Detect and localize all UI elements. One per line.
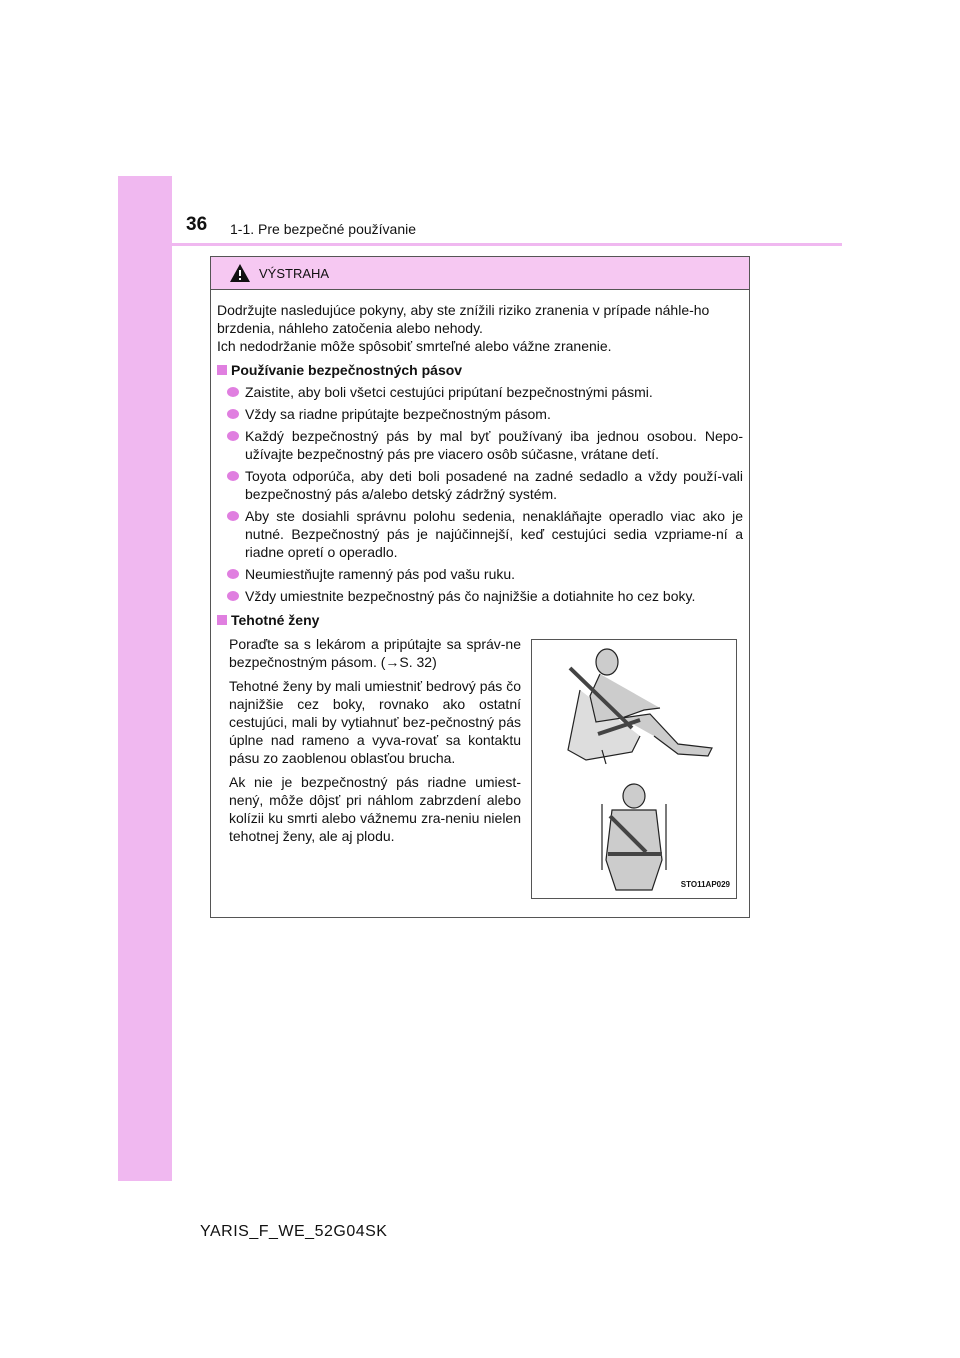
header-rule <box>172 243 842 246</box>
square-bullet-icon <box>217 615 227 625</box>
seatbelt-illustration <box>532 640 736 898</box>
paragraph: Tehotné ženy by mali umiestniť bedrový pás čo najnižšie cez boky, rovnako ako ostatní cestujúci, mali by vytiahnuť bez-pečnostný pás úplne nad rameno a vyva-rovať sa kontaktu pásu zo zaoblenou oblasťou brucha. <box>229 678 521 766</box>
bullet-item <box>217 587 743 605</box>
bullet-item <box>217 405 743 423</box>
figure-code: STO11AP029 <box>680 880 730 889</box>
dot-bullet-icon <box>227 431 239 441</box>
warning-body <box>217 301 743 905</box>
bullet-text: Toyota odporúča, aby deti boli posadené na zadné sedadlo a vždy použí-vali bezpečnostný pás a/alebo detský zádržný systém. <box>245 468 743 502</box>
square-bullet-icon <box>217 365 227 375</box>
dot-bullet-icon <box>227 387 239 397</box>
bullet-text: Každý bezpečnostný pás by mal byť používaný iba jednou osobou. Nepo-užívajte bezpečnostný pás pre viacero osôb súčasne, vrátane detí. <box>245 428 743 462</box>
bullet-item <box>217 565 743 583</box>
section-title: 1-1. Pre bezpečné používanie <box>230 221 417 237</box>
paragraph: Ak nie je bezpečnostný pás riadne umiest-nený, môže dôjsť pri náhlom zabrzdení alebo kolízii ku smrti alebo vážnemu zra-neniu nielen tehotnej ženy, ale aj plodu. <box>229 774 521 844</box>
bullet-text: Neumiestňujte ramenný pás pod vašu ruku. <box>245 566 516 582</box>
warning-triangle-icon <box>229 263 251 283</box>
footer-doc-code: YARIS_F_WE_52G04SK <box>200 1223 388 1240</box>
pregnant-section <box>217 635 743 905</box>
section-heading-text: Tehotné ženy <box>231 612 320 628</box>
bullet-text: Vždy umiestnite bezpečnostný pás čo najnižšie a dotiahnite ho cez boky. <box>245 588 696 604</box>
dot-bullet-icon <box>227 471 239 481</box>
dot-bullet-icon <box>227 511 239 521</box>
pregnant-seatbelt-figure <box>531 639 737 899</box>
warning-header <box>211 257 749 290</box>
page-number: 36 <box>186 214 208 235</box>
warning-intro <box>217 301 743 355</box>
warning-label: VÝSTRAHA <box>259 265 330 281</box>
dot-bullet-icon <box>227 569 239 579</box>
side-tab <box>118 176 172 1181</box>
section-heading-pregnant <box>217 611 743 629</box>
dot-bullet-icon <box>227 409 239 419</box>
bullet-item <box>217 427 743 463</box>
bullet-text: Vždy sa riadne pripútajte bezpečnostným pásom. <box>245 406 551 422</box>
pregnant-text <box>229 635 521 851</box>
bullet-item <box>217 383 743 401</box>
dot-bullet-icon <box>227 591 239 601</box>
bullet-text: Zaistite, aby boli všetci cestujúci pripútaní bezpečnostnými pásmi. <box>245 384 653 400</box>
bullet-item <box>217 467 743 503</box>
bullet-text: Aby ste dosiahli správnu polohu sedenia, nenakláňajte operadlo viac ako je nutné. Bezpečnostný pás je najúčinnejší, keď cestujúci sedia vzpriame-ní a riadne opretí o operadlo. <box>245 508 743 560</box>
warning-box <box>210 256 750 918</box>
section-heading-seatbelts <box>217 361 743 379</box>
section-heading-text: Používanie bezpečnostných pásov <box>231 362 463 378</box>
bullet-item <box>217 507 743 561</box>
paragraph: Poraďte sa s lekárom a pripútajte sa správ-ne bezpečnostným pásom. (→S. 32) <box>229 636 521 670</box>
intro-line: Ich nedodržanie môže spôsobiť smrteľné alebo vážne zranenie. <box>217 338 612 354</box>
intro-line: Dodržujte nasledujúce pokyny, aby ste znížili riziko zranenia v prípade náhle-ho brzdenia, náhleho zatočenia alebo nehody. <box>217 302 710 336</box>
